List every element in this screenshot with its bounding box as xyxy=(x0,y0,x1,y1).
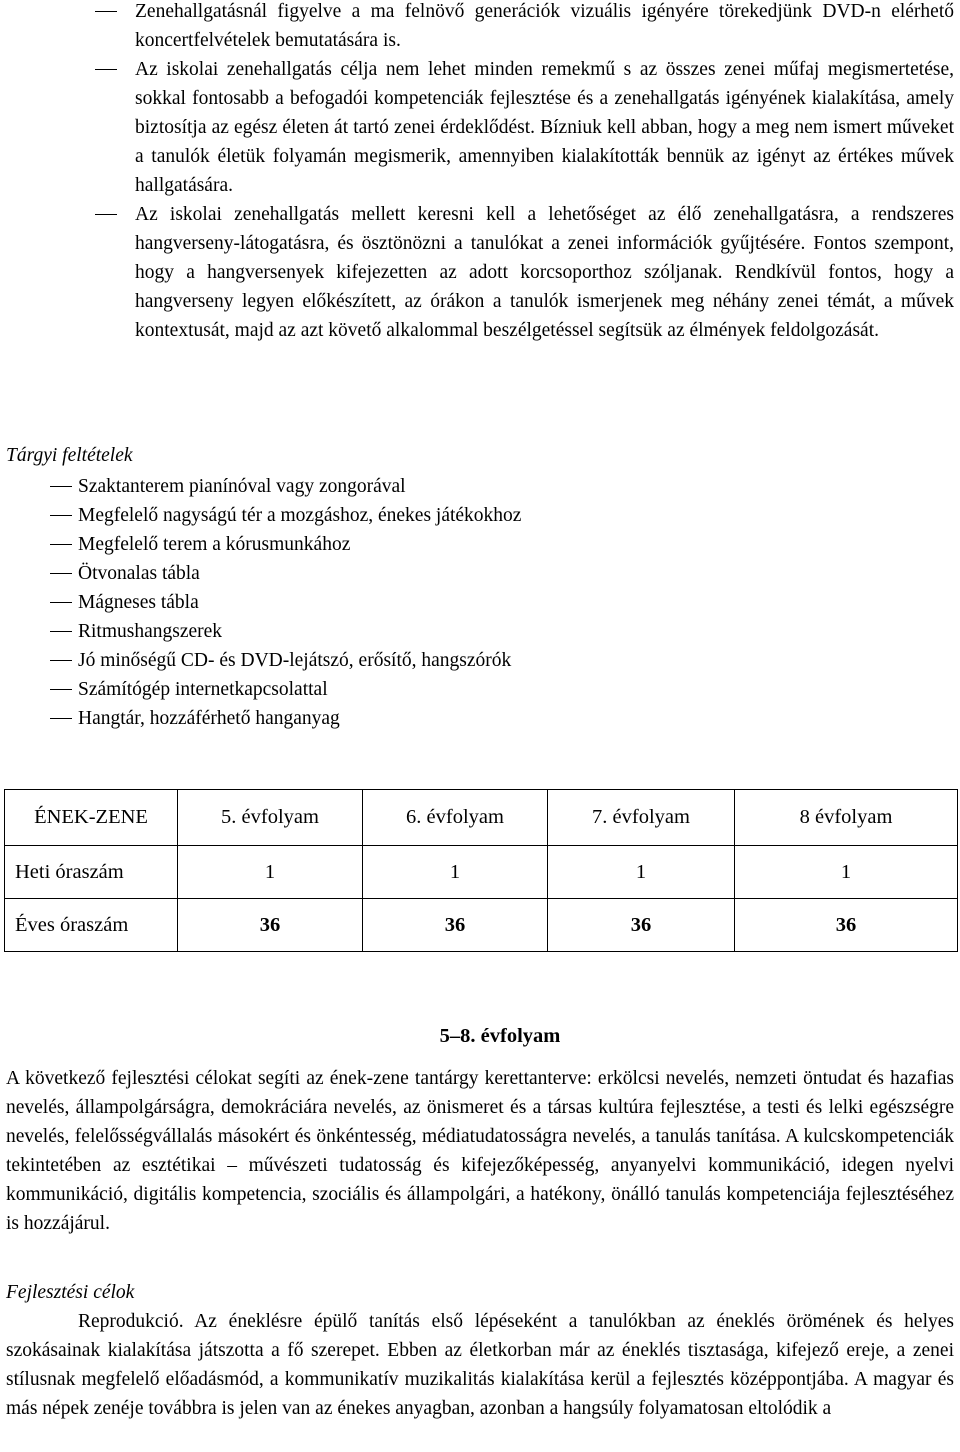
list-item xyxy=(0,675,960,704)
list-item-text: Megfelelő terem a kórusmunkához xyxy=(78,534,351,555)
dash-icon xyxy=(50,660,72,661)
list-item xyxy=(0,646,960,675)
list-item xyxy=(0,704,960,733)
dash-icon xyxy=(50,486,72,487)
table-cell: 1 xyxy=(178,846,363,899)
table-header-cell: 8 évfolyam xyxy=(735,790,958,846)
table-header-row xyxy=(5,790,958,846)
table-row-label: Éves óraszám xyxy=(5,899,178,952)
bullet-text: Zenehallgatásnál figyelve a ma felnövő generációk vizuális igényére törekedjünk DVD-n elérhető koncertfelvételek bemutatására is. xyxy=(135,1,954,51)
list-item-text: Szaktanterem pianínóval vagy zongorával xyxy=(78,476,406,497)
intro-paragraph: A következő fejlesztési célokat segíti az ének-zene tantárgy kerettanterve: erkölcsi nevelés, nemzeti öntudat és hazafias nevelés, állampolgárságra, demokráciára nevelés, az önismeret és a társas kultúra fejlesztése, a testi és lelki egészségre nevelés, felelősségvállalás másokért és önkéntesség, médiatudatosságra nevelés, a tanulás tanítása. A kulcskompetenciák tekintetében az esztétikai – művészeti tudatosság és kifejezőképesség, anyanyelvi kommunikáció, idegen nyelvi kommunikáció, digitális kompetencia, szociális és állampolgári, a hatékony, önálló tanulás kompetenciája fejlesztéséhez is hozzájárul. xyxy=(6,1068,954,1234)
table-header-cell: ÉNEK-ZENE xyxy=(5,790,178,846)
table-cell: 36 xyxy=(363,899,548,952)
list-item xyxy=(0,472,960,501)
table-row xyxy=(5,899,958,952)
hours-table xyxy=(4,789,958,952)
bullet-text: Az iskolai zenehallgatás célja nem lehet minden remekmű s az összes zenei műfaj megismertetése, sokkal fontosabb a befogadói kompetenciák fejlesztése és a zenehallgatás igényének kialakítása, amely biztosítja az egész életen át tartó zenei érdeklődést. Bízniuk kell abban, hogy a meg nem ismert műveket a tanulók életük folyamán megismerik, amennyiben kialakították bennük az igényt az értékes művek hallgatására. xyxy=(135,59,954,196)
list-item-text: Megfelelő nagyságú tér a mozgáshoz, énekes játékokhoz xyxy=(78,505,522,526)
bullet-item xyxy=(0,200,960,345)
goals-paragraph: Reprodukció. Az éneklésre épülő tanítás első lépéseként a tanulókban az éneklés örömének és helyes szokásainak kialakítása játszotta a fő szerepet. Ebben az életkorban már az éneklés tisztasága, kifejező ereje, a zenei stílusnak megfelelő előadásmód, a kommunikatív muzikalitás kialakítása kerül a fejlesztés középpontjába. A magyar és más népek zenéje továbbra is jelen van az énekes anyagban, azonban a hangsúly folyamatosan eltolódik a xyxy=(6,1311,954,1419)
bullet-list xyxy=(0,0,960,345)
list-item xyxy=(0,588,960,617)
dash-icon xyxy=(95,69,117,70)
list-item-text: Hangtár, hozzáférhető hanganyag xyxy=(78,708,340,729)
dash-icon xyxy=(50,573,72,574)
bullet-text: Az iskolai zenehallgatás mellett keresni kell a lehetőséget az élő zenehallgatásra, a rendszeres hangverseny-látogatásra, és ösztönözni a tanulókat a zenei információk gyűjtésére. Fontos szempont, hogy a hangversenyek kifejezetten az adott korcsoporthoz szóljanak. Rendkívül fontos, hogy a hangverseny legyen előkészített, az órákon a tanulók ismerjenek meg néhány zenei témát, a művek kontextusát, majd az azt követő alkalommal beszélgetéssel segítsük az élmények feldolgozását. xyxy=(135,204,954,341)
table-cell: 36 xyxy=(548,899,735,952)
table-header-cell: 6. évfolyam xyxy=(363,790,548,846)
list-item xyxy=(0,559,960,588)
list-item-text: Ötvonalas tábla xyxy=(78,563,200,584)
section-title: 5–8. évfolyam xyxy=(439,1025,561,1047)
list-item xyxy=(0,530,960,559)
dash-icon xyxy=(50,602,72,603)
table-cell: 36 xyxy=(735,899,958,952)
list-item xyxy=(0,501,960,530)
table-header-cell: 5. évfolyam xyxy=(178,790,363,846)
dash-icon xyxy=(50,689,72,690)
bullet-item xyxy=(0,55,960,200)
table-row xyxy=(5,846,958,899)
bullet-item xyxy=(0,0,960,55)
table-cell: 1 xyxy=(735,846,958,899)
materials-list xyxy=(0,472,960,733)
list-item xyxy=(0,617,960,646)
dash-icon xyxy=(50,544,72,545)
table-row-label: Heti óraszám xyxy=(5,846,178,899)
goals-heading: Fejlesztési célok xyxy=(6,1282,135,1303)
dash-icon xyxy=(50,515,72,516)
dash-icon xyxy=(95,214,117,215)
list-item-text: Számítógép internetkapcsolattal xyxy=(78,679,328,700)
table-header-cell: 7. évfolyam xyxy=(548,790,735,846)
list-item-text: Jó minőségű CD- és DVD-lejátszó, erősítő, hangszórók xyxy=(78,650,512,671)
table-cell: 1 xyxy=(363,846,548,899)
list-item-text: Ritmushangszerek xyxy=(78,621,223,642)
materials-heading: Tárgyi feltételek xyxy=(6,445,133,466)
table-cell: 1 xyxy=(548,846,735,899)
dash-icon xyxy=(50,631,72,632)
dash-icon xyxy=(95,11,117,12)
table-cell: 36 xyxy=(178,899,363,952)
dash-icon xyxy=(50,718,72,719)
list-item-text: Mágneses tábla xyxy=(78,592,199,613)
